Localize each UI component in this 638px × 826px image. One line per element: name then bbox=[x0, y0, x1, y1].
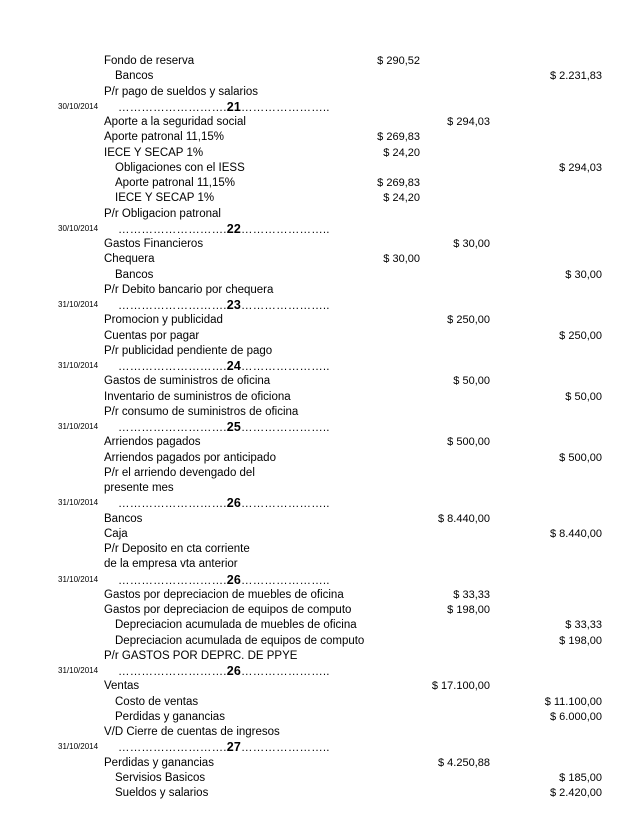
account-description: Arriendos pagados bbox=[104, 436, 201, 449]
entry-number: 22 bbox=[226, 221, 242, 236]
account-description: presente mes bbox=[104, 482, 174, 494]
credit-amount: $ 250,00 bbox=[559, 329, 602, 342]
account-description: Fondo de reserva bbox=[104, 55, 195, 67]
debit-amount: $ 198,00 bbox=[447, 604, 490, 616]
ledger-row bbox=[0, 784, 638, 802]
entry-number-separator: ……………………….21………………….. bbox=[118, 99, 330, 114]
entry-number: 25 bbox=[226, 420, 242, 434]
debit-amount: $ 500,00 bbox=[447, 436, 490, 449]
entry-date: 31/10/2014 bbox=[58, 742, 99, 752]
account-description: Obligaciones con el IESS bbox=[115, 161, 245, 174]
account-description: de la empresa vta anterior bbox=[104, 558, 238, 571]
account-description: Bancos bbox=[104, 512, 143, 525]
entry-number-separator: ……………………….26………………….. bbox=[118, 664, 330, 678]
entry-number: 26 bbox=[226, 496, 242, 511]
entry-date: 31/10/2014 bbox=[58, 666, 99, 675]
account-description: Bancos bbox=[115, 70, 154, 83]
credit-amount: $ 2.231,83 bbox=[550, 70, 602, 83]
credit-amount: $ 8.440,00 bbox=[550, 527, 602, 540]
debit-amount: $ 250,00 bbox=[447, 314, 490, 327]
debit-amount: $ 4.250,88 bbox=[438, 756, 490, 769]
account-description: Perdidas y ganancias bbox=[104, 756, 214, 769]
entry-number-separator: ……………………….25………………….. bbox=[118, 420, 330, 434]
account-description: Promocion y publicidad bbox=[104, 314, 223, 327]
entry-date: 30/10/2014 bbox=[58, 101, 99, 111]
account-description: P/r Debito bancario por chequera bbox=[104, 283, 274, 296]
entry-number-separator: ……………………….26………………….. bbox=[118, 572, 330, 587]
account-description: Costo de ventas bbox=[115, 695, 199, 708]
entry-date: 30/10/2014 bbox=[58, 223, 99, 233]
account-description: Servisios Basicos bbox=[115, 771, 206, 784]
account-description: Bancos bbox=[115, 268, 154, 281]
debit-amount: $ 17.100,00 bbox=[431, 680, 490, 693]
account-description: IECE Y SECAP 1% bbox=[104, 146, 204, 159]
account-description: Caja bbox=[104, 527, 128, 540]
partial-amount: $ 24,20 bbox=[383, 146, 420, 159]
entry-number: 26 bbox=[226, 572, 242, 587]
account-description: Inventario de suministros de oficiona bbox=[104, 390, 291, 403]
credit-amount: $ 198,00 bbox=[559, 634, 602, 647]
entry-date: 31/10/2014 bbox=[58, 300, 99, 309]
account-description: Depreciacion acumulada de equipos de computo bbox=[115, 634, 365, 647]
partial-amount: $ 24,20 bbox=[383, 192, 420, 205]
partial-amount: $ 290,52 bbox=[377, 55, 420, 67]
partial-amount: $ 269,83 bbox=[377, 177, 420, 189]
account-description: V/D Cierre de cuentas de ingresos bbox=[104, 726, 280, 738]
debit-amount: $ 30,00 bbox=[453, 238, 490, 250]
account-description: Gastos por depreciacion de muebles de oficina bbox=[104, 588, 344, 601]
partial-amount: $ 269,83 bbox=[377, 131, 420, 144]
entry-number-separator: ……………………….26………………….. bbox=[118, 496, 330, 511]
account-description: Sueldos y salarios bbox=[115, 787, 209, 799]
credit-amount: $ 2.420,00 bbox=[550, 787, 602, 799]
account-description: Aporte patronal 11,15% bbox=[104, 131, 224, 144]
entry-number-separator: ……………………….27………………….. bbox=[118, 740, 330, 755]
account-description: Aporte a la seguridad social bbox=[104, 116, 246, 128]
account-description: P/r Obligacion patronal bbox=[104, 207, 221, 220]
account-description: Gastos Financieros bbox=[104, 238, 204, 250]
account-description: Ventas bbox=[104, 680, 140, 693]
account-description: P/r consumo de suministros de oficina bbox=[104, 405, 299, 418]
account-description: P/r Deposito en cta corriente bbox=[104, 543, 250, 555]
entry-number-separator: ……………………….22………………….. bbox=[118, 221, 330, 236]
partial-amount: $ 30,00 bbox=[383, 253, 420, 266]
account-description: P/r pago de sueldos y salarios bbox=[104, 85, 259, 98]
account-description: IECE Y SECAP 1% bbox=[115, 192, 215, 205]
account-description: Cuentas por pagar bbox=[104, 329, 200, 342]
entry-number: 27 bbox=[226, 740, 242, 755]
entry-number-separator: ……………………….23………………….. bbox=[118, 298, 330, 312]
account-description: Gastos por depreciacion de equipos de computo bbox=[104, 604, 352, 616]
credit-amount: $ 33,33 bbox=[565, 619, 602, 632]
account-description: P/r el arriendo devengado del bbox=[104, 466, 255, 479]
account-description: Gastos de suministros de oficina bbox=[104, 375, 271, 388]
entry-date: 31/10/2014 bbox=[58, 498, 99, 508]
entry-number: 26 bbox=[226, 664, 242, 678]
debit-amount: $ 294,03 bbox=[447, 116, 490, 128]
entry-number: 21 bbox=[226, 99, 242, 114]
debit-amount: $ 8.440,00 bbox=[438, 512, 490, 525]
credit-amount: $ 30,00 bbox=[565, 268, 602, 281]
account-description: P/r GASTOS POR DEPRC. DE PPYE bbox=[104, 649, 298, 662]
entry-date: 31/10/2014 bbox=[58, 574, 99, 584]
debit-amount: $ 50,00 bbox=[453, 375, 490, 388]
entry-date: 31/10/2014 bbox=[58, 361, 99, 370]
credit-amount: $ 294,03 bbox=[559, 161, 602, 174]
account-description: Arriendos pagados por anticipado bbox=[104, 451, 276, 464]
entry-number: 24 bbox=[226, 359, 242, 373]
account-description: Chequera bbox=[104, 253, 155, 266]
credit-amount: $ 6.000,00 bbox=[550, 710, 602, 723]
account-description: Depreciacion acumulada de muebles de oficina bbox=[115, 619, 357, 632]
credit-amount: $ 50,00 bbox=[565, 390, 602, 403]
account-description: P/r publicidad pendiente de pago bbox=[104, 344, 273, 357]
credit-amount: $ 185,00 bbox=[559, 771, 602, 784]
account-description: Aporte patronal 11,15% bbox=[115, 177, 235, 189]
credit-amount: $ 500,00 bbox=[559, 451, 602, 464]
entry-number-separator: ……………………….24………………….. bbox=[118, 359, 330, 373]
debit-amount: $ 33,33 bbox=[453, 588, 490, 601]
account-description: Perdidas y ganancias bbox=[115, 710, 225, 723]
entry-number: 23 bbox=[226, 298, 242, 312]
credit-amount: $ 11.100,00 bbox=[544, 695, 602, 708]
entry-date: 31/10/2014 bbox=[58, 422, 99, 431]
